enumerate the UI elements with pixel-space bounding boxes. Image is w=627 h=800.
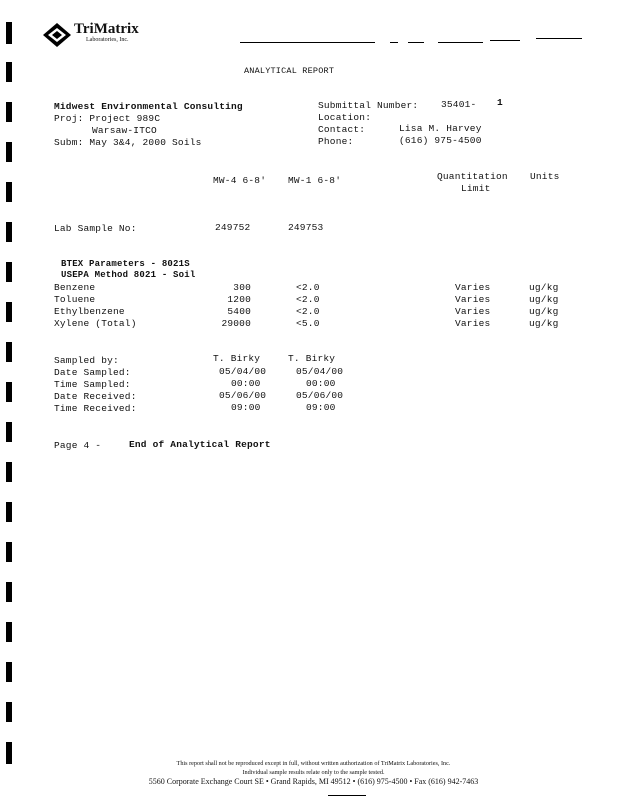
sampling-label: Sampled by:: [54, 355, 119, 366]
analyte-value2: <2.0: [296, 306, 320, 317]
analyte-name: Toluene: [54, 294, 96, 305]
contact-value: Lisa M. Harvey: [399, 123, 482, 134]
header-rule: [240, 42, 375, 43]
analyte-value1: 29000: [221, 318, 251, 329]
margin-mark: [6, 622, 12, 642]
page-number: Page 4 -: [54, 440, 102, 451]
end-of-report: End of Analytical Report: [129, 439, 271, 450]
sampling-label: Date Received:: [54, 391, 137, 402]
sampling-value2: 09:00: [306, 402, 336, 413]
sampling-value1: 05/06/00: [219, 390, 267, 401]
sampling-value2: 00:00: [306, 378, 336, 389]
column-header-sample2: MW-1 6-8': [288, 175, 342, 186]
header-rule: [390, 42, 398, 43]
client-submitted: Subm: May 3&4, 2000 Soils: [54, 137, 202, 148]
margin-mark: [6, 382, 12, 402]
sampling-label: Time Received:: [54, 403, 137, 414]
analyte-limit: Varies: [455, 306, 491, 317]
margin-mark: [6, 542, 12, 562]
header-rule: [490, 40, 520, 41]
lab-sample-value1: 249752: [215, 222, 251, 233]
analyte-value2: <2.0: [296, 282, 320, 293]
margin-mark: [6, 662, 12, 682]
margin-mark: [6, 342, 12, 362]
report-title: ANALYTICAL REPORT: [244, 66, 335, 76]
column-header-quantitation: Quantitation: [437, 171, 508, 182]
disclaimer-line1: This report shall not be reproduced except in full, without written authorization of TriMatrix Laboratories, Inc.: [176, 760, 451, 767]
margin-mark: [6, 222, 12, 242]
disclaimer-line2: Individual sample results relate only to the sample tested.: [242, 769, 385, 776]
sampling-label: Date Sampled:: [54, 367, 131, 378]
lab-address: 5560 Corporate Exchange Court SE • Grand Rapids, MI 49512 • (616) 975-4500 • Fax (616) 942-7463: [148, 777, 479, 786]
analyte-value1: 300: [233, 282, 251, 293]
column-header-sample1: MW-4 6-8': [213, 175, 267, 186]
column-header-limit: Limit: [461, 183, 491, 194]
client-project: Proj: Project 989C: [54, 113, 161, 124]
analyte-value1: 1200: [227, 294, 251, 305]
analyte-value1: 5400: [227, 306, 251, 317]
submittal-number-suffix: 1: [497, 97, 503, 108]
submittal-number-value: 35401-: [441, 99, 477, 110]
margin-mark: [6, 462, 12, 482]
margin-mark: [6, 62, 12, 82]
analyte-value2: <5.0: [296, 318, 320, 329]
header-rule: [438, 42, 483, 43]
analyte-units: ug/kg: [529, 294, 559, 305]
margin-mark: [6, 182, 12, 202]
margin-mark: [6, 502, 12, 522]
trimatrix-logo-icon: [42, 22, 72, 48]
analyte-units: ug/kg: [529, 306, 559, 317]
phone-label: Phone:: [318, 136, 354, 147]
submittal-number-label: Submittal Number:: [318, 100, 419, 111]
sampling-value2: T. Birky: [288, 353, 336, 364]
company-logo: [42, 22, 72, 51]
margin-mark: [6, 422, 12, 442]
phone-value: (616) 975-4500: [399, 135, 482, 146]
client-name: Midwest Environmental Consulting: [54, 101, 243, 112]
margin-mark: [6, 262, 12, 282]
header-rule: [408, 42, 424, 43]
analyte-limit: Varies: [455, 282, 491, 293]
analyte-name: Ethylbenzene: [54, 306, 125, 317]
margin-mark: [6, 302, 12, 322]
analyte-limit: Varies: [455, 294, 491, 305]
analyte-limit: Varies: [455, 318, 491, 329]
method-line1: BTEX Parameters - 8021S: [61, 259, 190, 269]
location-label: Location:: [318, 112, 372, 123]
sampling-value2: 05/06/00: [296, 390, 344, 401]
header-rule: [536, 38, 582, 39]
margin-mark: [6, 582, 12, 602]
sampling-value1: 00:00: [231, 378, 261, 389]
column-header-units: Units: [530, 171, 560, 182]
sampling-value1: 05/04/00: [219, 366, 267, 377]
analyte-value2: <2.0: [296, 294, 320, 305]
company-name: TriMatrix: [74, 21, 139, 37]
analyte-name: Xylene (Total): [54, 318, 137, 329]
sampling-value2: 05/04/00: [296, 366, 344, 377]
lab-sample-value2: 249753: [288, 222, 324, 233]
company-subname: Laboratories, Inc.: [86, 37, 129, 43]
sampling-value1: T. Birky: [213, 353, 261, 364]
sampling-value1: 09:00: [231, 402, 261, 413]
analyte-name: Benzene: [54, 282, 96, 293]
contact-label: Contact:: [318, 124, 366, 135]
bottom-rule: [328, 795, 366, 796]
margin-mark: [6, 22, 12, 44]
method-line2: USEPA Method 8021 - Soil: [61, 270, 196, 280]
margin-mark: [6, 702, 12, 722]
margin-mark: [6, 142, 12, 162]
lab-sample-label: Lab Sample No:: [54, 223, 137, 234]
margin-mark: [6, 102, 12, 122]
analyte-units: ug/kg: [529, 282, 559, 293]
sampling-label: Time Sampled:: [54, 379, 131, 390]
client-location-line: Warsaw-ITCO: [92, 125, 157, 136]
analyte-units: ug/kg: [529, 318, 559, 329]
